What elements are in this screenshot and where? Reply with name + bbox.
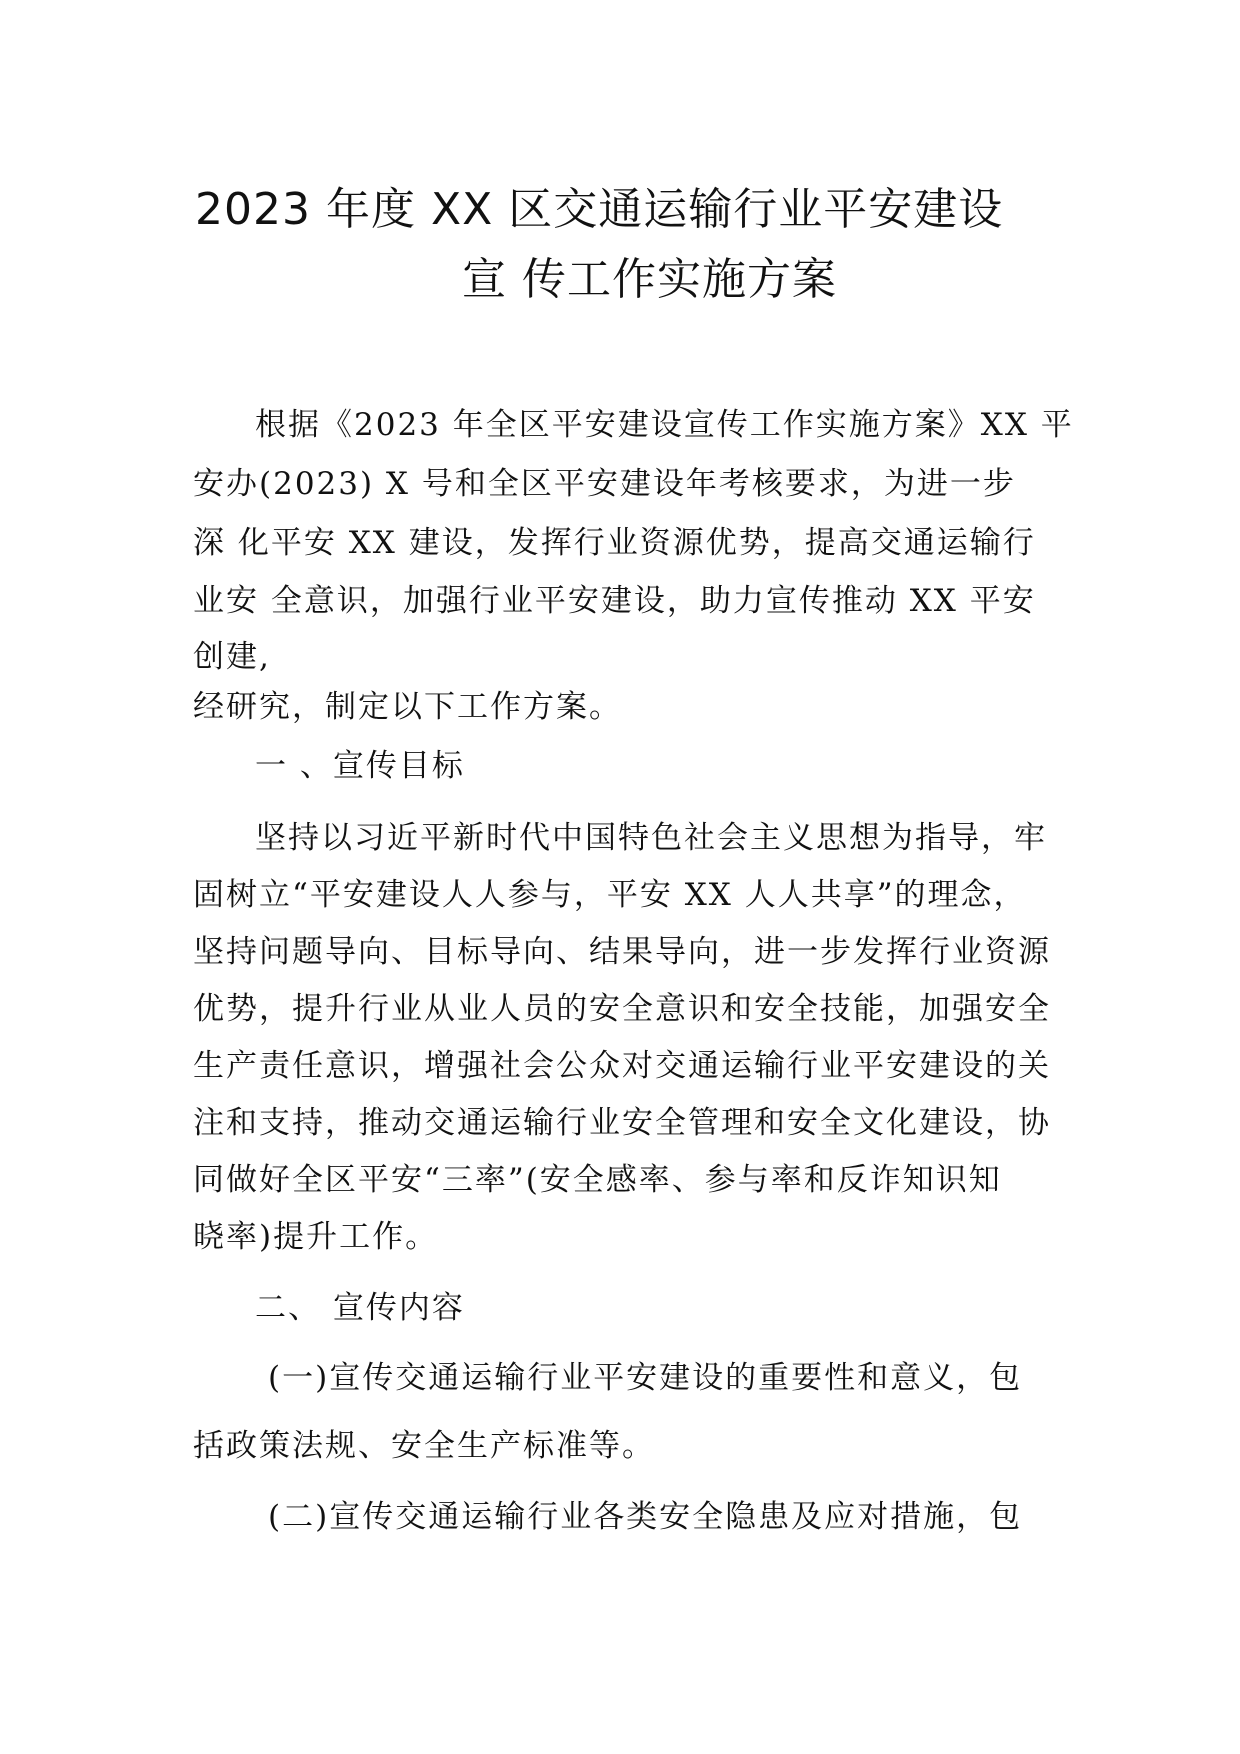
intro-line: 业安 全意识，加强行业平安建设，助力宣传推动 XX 平安 (193, 583, 1036, 619)
section-2-heading: 二、 宣传内容 (255, 1290, 465, 1326)
section-1-line: 晓率)提升工作。 (193, 1219, 439, 1255)
intro-line: 深 化平安 XX 建设，发挥行业资源优势，提高交通运输行 (193, 525, 1036, 561)
intro-line: 根据《2023 年全区平安建设宣传工作实施方案》XX 平 (255, 407, 1074, 443)
section-1-line: 固树立“平安建设人人参与，平安 XX 人人共享”的理念， (193, 877, 1027, 913)
section-1-line: 坚持以习近平新时代中国特色社会主义思想为指导，牢 (255, 820, 1047, 856)
section-1-line: 同做好全区平安“三率”(安全感率、参与率和反诈知识知 (193, 1162, 1002, 1198)
intro-line: 创建, (193, 639, 271, 675)
intro-line: 安办(2023) X 号和全区平安建设年考核要求，为进一步 (193, 466, 1016, 502)
intro-line: 经研究，制定以下工作方案。 (193, 689, 622, 725)
section-2-item-1-line: (一)宣传交通运输行业平安建设的重要性和意义，包 (268, 1360, 1023, 1396)
section-1-line: 坚持问题导向、目标导向、结果导向，进一步发挥行业资源 (193, 934, 1051, 970)
section-1-line: 优势，提升行业从业人员的安全意识和安全技能，加强安全 (193, 991, 1051, 1027)
section-2-item-1-line: 括政策法规、安全生产标准等。 (193, 1428, 655, 1464)
section-2-item-2-line: (二)宣传交通运输行业各类安全隐患及应对措施，包 (268, 1499, 1023, 1535)
document-title-line-2: 宣 传工作实施方案 (462, 254, 837, 305)
document-title-line-1: 2023 年度 XX 区交通运输行业平安建设 (195, 184, 1004, 235)
section-1-line: 生产责任意识，增强社会公众对交通运输行业平安建设的关 (193, 1048, 1051, 1084)
section-1-heading: 一 、宣传目标 (255, 748, 465, 784)
section-1-line: 注和支持，推动交通运输行业安全管理和安全文化建设，协 (193, 1105, 1051, 1141)
